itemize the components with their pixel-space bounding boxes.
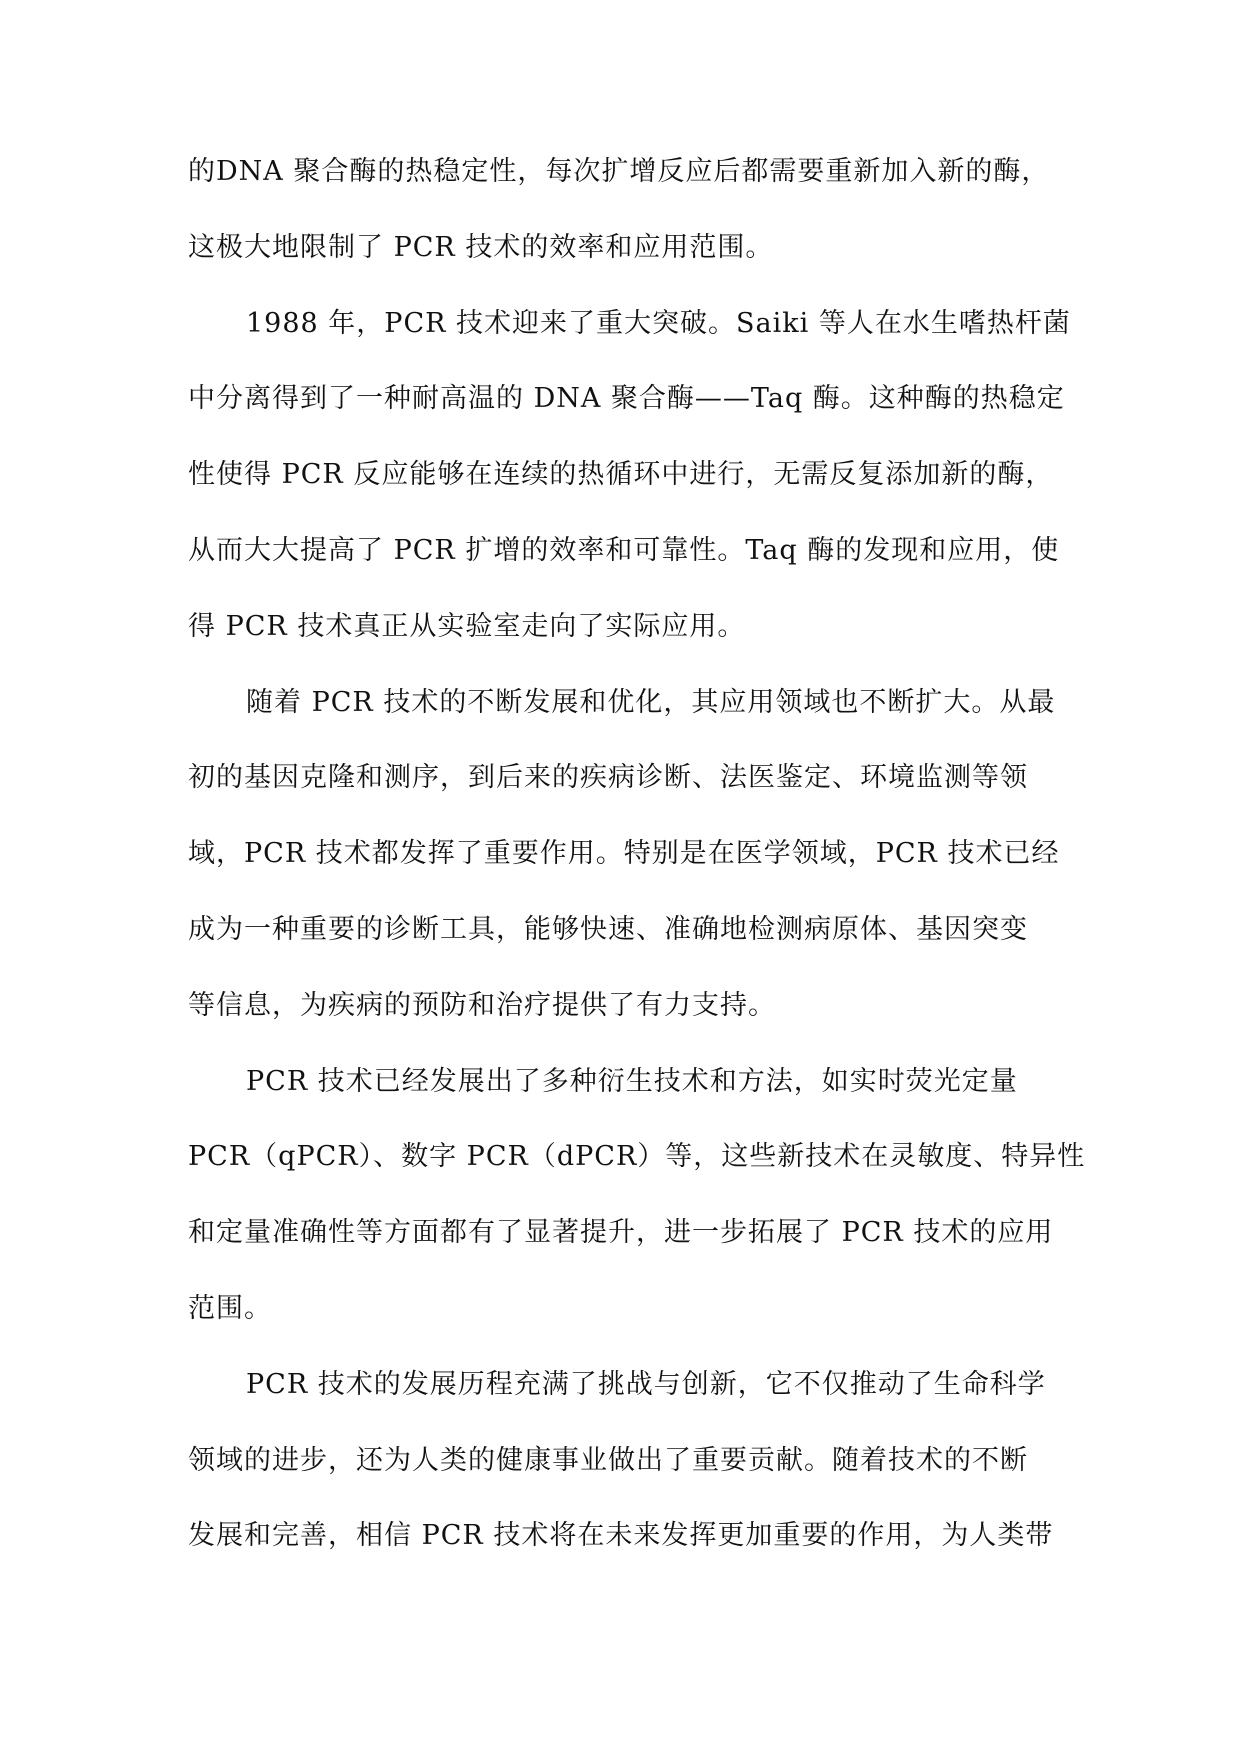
text-line: 这极大地限制了 PCR 技术的效率和应用范围。: [188, 231, 774, 263]
text-line: 从而大大提高了 PCR 扩增的效率和可靠性。Taq 酶的发现和应用，使: [188, 534, 1060, 566]
text-line: 得 PCR 技术真正从实验室走向了实际应用。: [188, 610, 746, 642]
text-line: 性使得 PCR 反应能够在连续的热循环中进行，无需反复添加新的酶，: [188, 459, 1054, 491]
text-line: 域，PCR 技术都发挥了重要作用。特别是在医学领域，PCR 技术已经: [188, 838, 1060, 870]
text-line: PCR（qPCR）、数字 PCR（dPCR）等，这些新技术在灵敏度、特异性: [188, 1141, 1086, 1173]
text-line: 的DNA 聚合酶的热稳定性，每次扩增反应后都需要重新加入新的酶，: [188, 156, 1050, 187]
text-line: 发展和完善，相信 PCR 技术将在未来发挥更加重要的作用，为人类带: [188, 1520, 1054, 1552]
text-line: 成为一种重要的诊断工具，能够快速、准确地检测病原体、基因突变: [188, 913, 1028, 945]
text-line: 范围。: [188, 1292, 272, 1324]
paragraph-first-line: 随着 PCR 技术的不断发展和优化，其应用领域也不断扩大。从最: [246, 686, 1056, 718]
paragraph-first-line: PCR 技术的发展历程充满了挑战与创新，它不仅推动了生命科学: [246, 1368, 1046, 1400]
document-page: [188, 140, 1086, 1580]
paragraph-first-line: PCR 技术已经发展出了多种衍生技术和方法，如实时荧光定量: [246, 1065, 1018, 1097]
text-line: 和定量准确性等方面都有了显著提升，进一步拓展了 PCR 技术的应用: [188, 1217, 1054, 1249]
text-line: 等信息，为疾病的预防和治疗提供了有力支持。: [188, 989, 776, 1021]
text-line: 初的基因克隆和测序，到后来的疾病诊断、法医鉴定、环境监测等领: [188, 762, 1028, 794]
text-line: 领域的进步，还为人类的健康事业做出了重要贡献。随着技术的不断: [188, 1444, 1028, 1476]
text-line: 中分离得到了一种耐高温的 DNA 聚合酶——Taq 酶。这种酶的热稳定: [188, 383, 1065, 415]
paragraph-first-line: 1988 年，PCR 技术迎来了重大突破。Saiki 等人在水生嗜热杆菌: [246, 307, 1071, 339]
